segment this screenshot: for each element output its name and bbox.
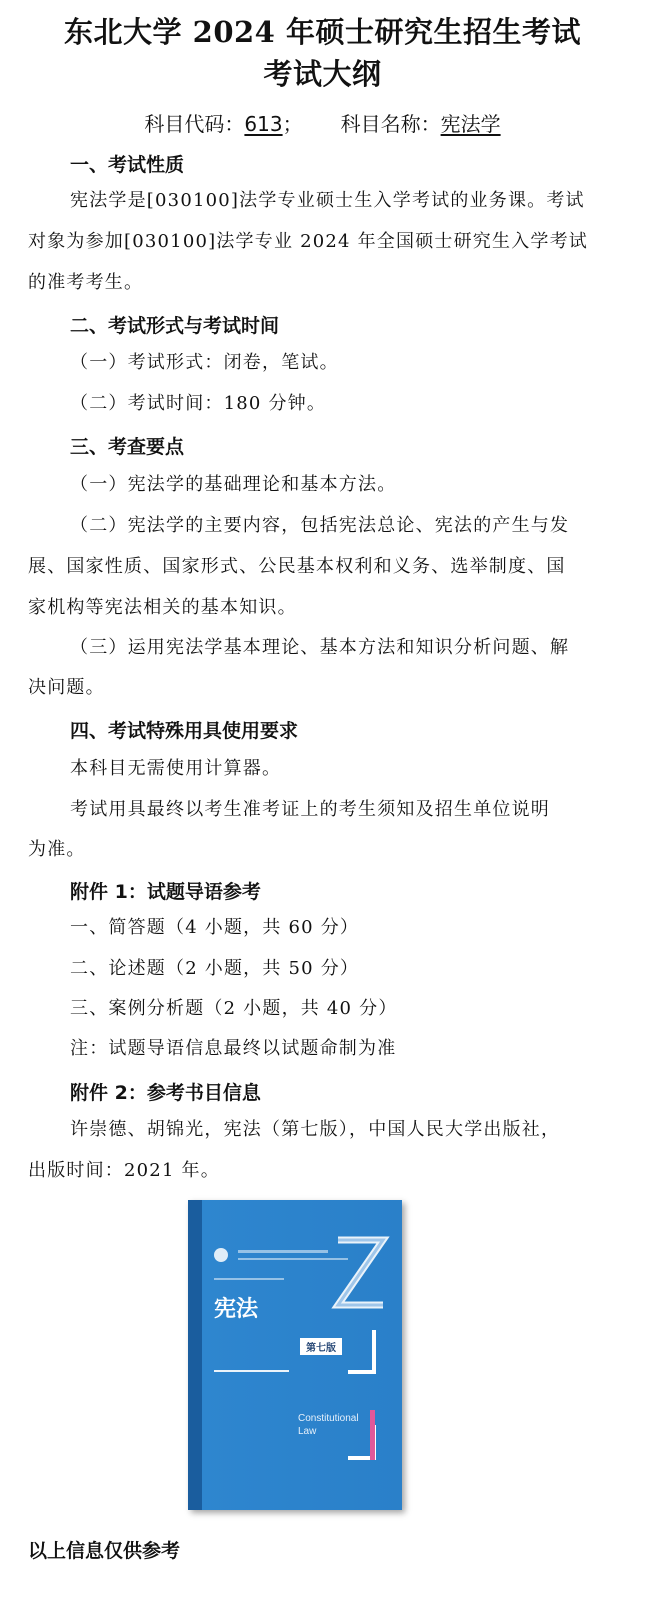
subject-code: 613 — [244, 112, 283, 136]
list-item: 一、简答题（4 小题，共 60 分） — [70, 917, 360, 938]
paragraph-line: 为准。 — [28, 839, 86, 860]
subject-code-label: 科目代码： — [144, 112, 245, 136]
section-heading-key-points: 三、考查要点 — [70, 436, 185, 458]
book-english-title: Constitutional Law — [298, 1413, 359, 1437]
list-item: 三、案例分析题（2 小题，共 40 分） — [70, 998, 398, 1019]
paragraph-line: 本科目无需使用计算器。 — [70, 758, 282, 779]
section-heading-format: 二、考试形式与考试时间 — [70, 315, 280, 337]
subject-name: 宪法学 — [440, 112, 501, 136]
paragraph-line: 家机构等宪法相关的基本知识。 — [28, 597, 297, 618]
paragraph-line: 许崇德、胡锦光，宪法（第七版），中国人民大学出版社， — [70, 1119, 561, 1140]
paragraph-line: 出版时间：2021 年。 — [28, 1160, 220, 1181]
cover-graphic-icon — [188, 1200, 402, 1510]
paragraph-line: （一）宪法学的基础理论和基本方法。 — [70, 474, 397, 495]
document-subtitle: 考试大纲 — [263, 57, 382, 91]
paragraph-line: （三）运用宪法学基本理论、基本方法和知识分析问题、解 — [70, 637, 570, 658]
paragraph-line: （二）宪法学的主要内容，包括宪法总论、宪法的产生与发 — [70, 515, 570, 536]
footer-note: 以上信息仅供参考 — [28, 1540, 181, 1562]
subject-line — [0, 108, 645, 137]
attachment-heading-question-guide: 附件 1：试题导语参考 — [70, 881, 261, 903]
note-line: 注：试题导语信息最终以试题命制为准 — [70, 1038, 397, 1059]
book-title: 宪法 — [214, 1297, 259, 1322]
book-edition-badge: 第七版 — [300, 1338, 342, 1355]
section-heading-tools: 四、考试特殊用具使用要求 — [70, 720, 299, 742]
book-cover-image — [188, 1200, 402, 1510]
paragraph-line: 考试用具最终以考生准考证上的考生须知及招生单位说明 — [70, 799, 550, 820]
subject-name-label: 科目名称： — [340, 112, 441, 136]
paragraph-line: 的准考考生。 — [28, 272, 144, 293]
paragraph-line: 决问题。 — [28, 677, 105, 698]
cover-decoration — [214, 1370, 289, 1372]
document-title: 东北大学 2024 年硕士研究生招生考试 — [64, 15, 581, 49]
paragraph-line: （二）考试时间：180 分钟。 — [70, 393, 327, 414]
list-item: 二、论述题（2 小题，共 50 分） — [70, 958, 360, 979]
paragraph-line: （一）考试形式：闭卷，笔试。 — [70, 352, 339, 373]
subject-code-suffix: ； — [282, 112, 303, 136]
attachment-heading-reference-books: 附件 2：参考书目信息 — [70, 1082, 261, 1104]
paragraph-line: 宪法学是[030100]法学专业硕士生入学考试的业务课。考试 — [70, 190, 585, 211]
paragraph-line: 对象为参加[030100]法学专业 2024 年全国硕士研究生入学考试 — [28, 231, 589, 252]
section-heading-nature: 一、考试性质 — [70, 154, 185, 176]
paragraph-line: 展、国家性质、国家形式、公民基本权利和义务、选举制度、国 — [28, 556, 566, 577]
